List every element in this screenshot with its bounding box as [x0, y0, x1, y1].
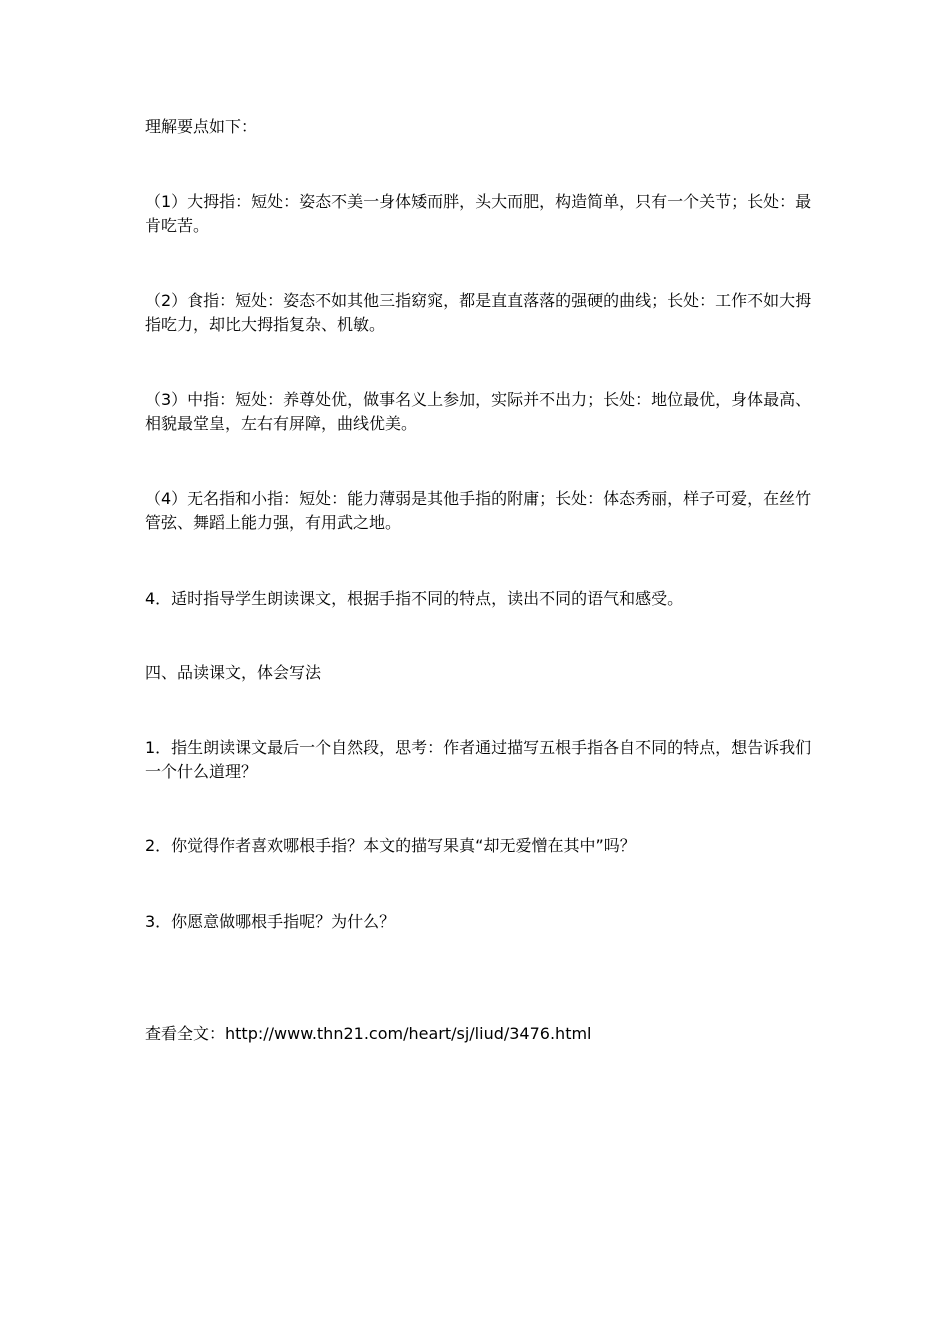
question-2: 2．你觉得作者喜欢哪根手指？本文的描写果真“却无爱憎在其中”吗？ — [145, 836, 636, 855]
point-ring-and-little-finger: （4）无名指和小指：短处：能力薄弱是其他手指的附庸；长处：体态秀丽，样子可爱，在丝竹管弦、舞蹈上能力强，有用武之地。 — [145, 489, 812, 532]
full-text-label: 查看全文： — [145, 1024, 226, 1043]
question-1: 1．指生朗读课文最后一个自然段，思考：作者通过描写五根手指各自不同的特点，想告诉我们一个什么道理？ — [145, 738, 812, 781]
full-text-link[interactable]: http://www.thn21.com/heart/sj/liud/3476.html — [225, 1024, 592, 1043]
full-text-line — [145, 1022, 815, 1046]
point-middle-finger: （3）中指：短处：养尊处优，做事名义上参加，实际并不出力；长处：地位最优，身体最高、相貌最堂皇，左右有屏障，曲线优美。 — [145, 390, 812, 433]
point-index-finger: （2）食指：短处：姿态不如其他三指窈窕，都是直直落落的强硬的曲线；长处：工作不如大拇指吃力，却比大拇指复杂、机敏。 — [145, 291, 812, 334]
step-4-text: 4．适时指导学生朗读课文，根据手指不同的特点，读出不同的语气和感受。 — [145, 589, 684, 608]
question-3: 3．你愿意做哪根手指呢？为什么？ — [145, 912, 396, 931]
intro-text: 理解要点如下： — [145, 117, 258, 136]
point-thumb: （1）大拇指：短处：姿态不美一身体矮而胖，头大而肥，构造简单，只有一个关节；长处：最肯吃苦。 — [145, 192, 812, 235]
section-heading: 四、品读课文，体会写法 — [145, 663, 322, 682]
